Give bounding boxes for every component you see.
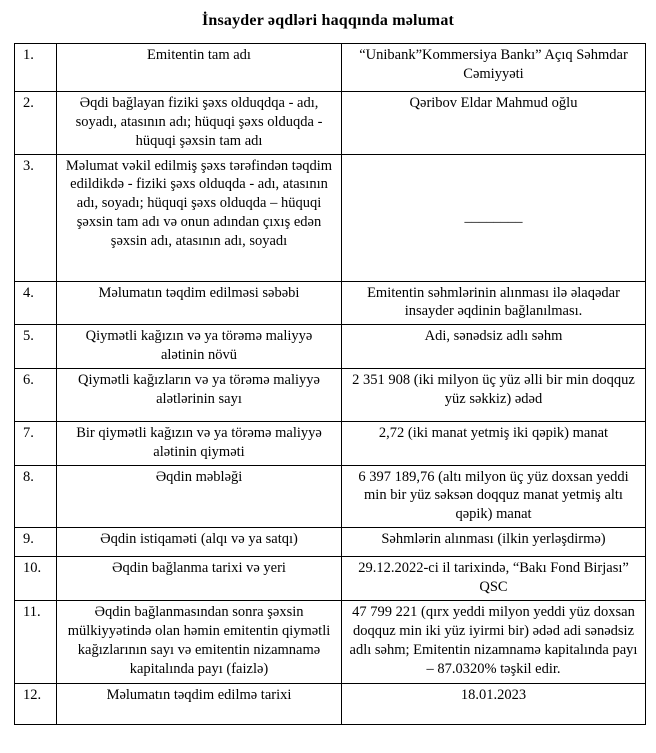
row-value: 18.01.2023 xyxy=(342,684,646,725)
row-number: 1. xyxy=(15,44,57,92)
row-label: Məlumatın təqdim edilmə tarixi xyxy=(57,684,342,725)
row-label: Əqdin istiqaməti (alqı və ya satqı) xyxy=(57,528,342,557)
row-value: 2,72 (iki manat yetmiş iki qəpik) manat xyxy=(342,421,646,465)
row-label: Əqdin bağlanma tarixi və yeri xyxy=(57,557,342,601)
row-value: Qəribov Eldar Mahmud oğlu xyxy=(342,92,646,155)
table-row xyxy=(15,601,646,684)
row-number: 10. xyxy=(15,557,57,601)
row-number: 12. xyxy=(15,684,57,725)
table-row xyxy=(15,465,646,528)
row-label: Məlumat vəkil edilmiş şəxs tərəfindən təqdim edildikdə - fiziki şəxs olduqda - adı, atasının adı, soyadı; hüquqi şəxs olduqda – hüquqi şəxsin tam adı və onun adından çıxış edən şəxsin adı, atasının adı, soyadı xyxy=(57,154,342,281)
row-number: 2. xyxy=(15,92,57,155)
row-number: 7. xyxy=(15,421,57,465)
row-label: Qiymətli kağızın və ya törəmə maliyyə alətinin növü xyxy=(57,325,342,369)
row-value: 29.12.2022-ci il tarixində, “Bakı Fond Birjası” QSC xyxy=(342,557,646,601)
row-number: 9. xyxy=(15,528,57,557)
row-label: Qiymətli kağızların və ya törəmə maliyyə alətlərinin sayı xyxy=(57,368,342,421)
table-row xyxy=(15,92,646,155)
row-number: 11. xyxy=(15,601,57,684)
row-value: Emitentin səhmlərinin alınması ilə əlaqədar insayder əqdinin bağlanılması. xyxy=(342,281,646,325)
document-page xyxy=(0,12,656,725)
table-row xyxy=(15,325,646,369)
row-number: 8. xyxy=(15,465,57,528)
row-number: 3. xyxy=(15,154,57,281)
row-number: 6. xyxy=(15,368,57,421)
row-label: Əqdi bağlayan fiziki şəxs olduqdqa - adı, soyadı, atasının adı; hüquqi şəxs olduqda - hüquqi şəxsin tam adı xyxy=(57,92,342,155)
table-row xyxy=(15,684,646,725)
table-row xyxy=(15,281,646,325)
row-value-blank: ________ xyxy=(342,154,646,281)
table-row xyxy=(15,368,646,421)
row-value: “Unibank”Kommersiya Bankı” Açıq Səhmdar Cəmiyyəti xyxy=(342,44,646,92)
row-label: Əqdin bağlanmasından sonra şəxsin mülkiyyətində olan həmin emitentin qiymətli kağızlarının sayı və emitentin nizamnamə kapitalında payı (faizlə) xyxy=(57,601,342,684)
row-label: Əqdin məbləği xyxy=(57,465,342,528)
row-label: Bir qiymətli kağızın və ya törəmə maliyyə alətinin qiyməti xyxy=(57,421,342,465)
table-row xyxy=(15,557,646,601)
table-row xyxy=(15,44,646,92)
row-value: Səhmlərin alınması (ilkin yerləşdirmə) xyxy=(342,528,646,557)
row-value: Adi, sənədsiz adlı səhm xyxy=(342,325,646,369)
row-label: Məlumatın təqdim edilməsi səbəbi xyxy=(57,281,342,325)
row-value: 2 351 908 (iki milyon üç yüz əlli bir min doqquz yüz səkkiz) ədəd xyxy=(342,368,646,421)
table-row xyxy=(15,154,646,281)
insider-deals-table xyxy=(14,43,646,725)
table-row xyxy=(15,421,646,465)
table-row xyxy=(15,528,646,557)
row-value: 47 799 221 (qırx yeddi milyon yeddi yüz doxsan doqquz min iki yüz iyirmi bir) ədəd adi sənədsiz adlı səhm; Emitentin nizamnamə kapitalında payı – 87.0320% təşkil edir. xyxy=(342,601,646,684)
row-number: 5. xyxy=(15,325,57,369)
row-label: Emitentin tam adı xyxy=(57,44,342,92)
row-value: 6 397 189,76 (altı milyon üç yüz doxsan yeddi min bir yüz səksən doqquz manat yetmiş altı qəpik) manat xyxy=(342,465,646,528)
page-title: İnsayder əqdləri haqqında məlumat xyxy=(201,12,455,29)
row-number: 4. xyxy=(15,281,57,325)
